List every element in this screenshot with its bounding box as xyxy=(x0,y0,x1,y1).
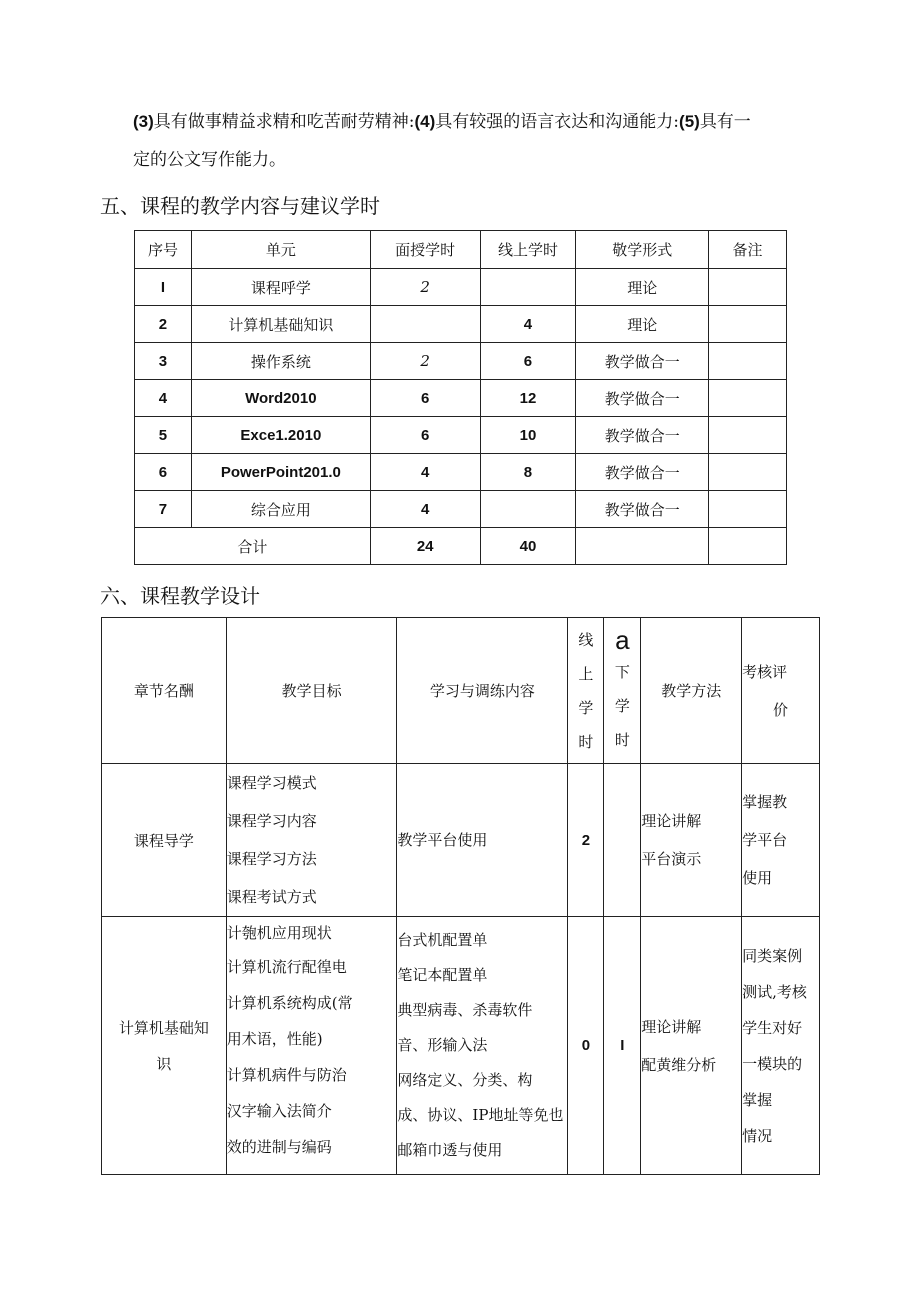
cell-contents: 教学平台使用 xyxy=(397,764,568,917)
cell-unit: 课程呼学 xyxy=(191,269,370,306)
intro-paragraph xyxy=(133,103,833,179)
col-header-index: 序号 xyxy=(135,231,192,269)
col-header-online-hours: 线上学时 xyxy=(480,231,576,269)
cell-assessment: 同类案例 测试,考核 学生对好 一模块的 掌握 情况 xyxy=(742,917,820,1175)
table-row xyxy=(135,306,787,343)
cell-format: 教学做合一 xyxy=(576,343,709,380)
cell-notes xyxy=(709,306,787,343)
cell-online: 12 xyxy=(480,380,576,417)
cell-online: 4 xyxy=(480,306,576,343)
table-row xyxy=(102,764,820,917)
cell-unit: Exce1.2010 xyxy=(191,417,370,454)
cell-online: 10 xyxy=(480,417,576,454)
col-header-online-hours: 线 上 学 时 xyxy=(568,618,604,764)
cell-offline-hours xyxy=(604,764,641,917)
col-header-unit: 单元 xyxy=(191,231,370,269)
cell-format: 教学做合一 xyxy=(576,417,709,454)
cell-inperson: 2 xyxy=(370,343,480,380)
cell-inperson xyxy=(370,306,480,343)
cell-total-label: 合计 xyxy=(135,528,371,565)
cell-unit: 计算机基础知识 xyxy=(191,306,370,343)
cell-inperson: 6 xyxy=(370,380,480,417)
cell-inperson: 6 xyxy=(370,417,480,454)
cell-total-format xyxy=(576,528,709,565)
col-header-notes: 备注 xyxy=(709,231,787,269)
table-total-row xyxy=(135,528,787,565)
table-row xyxy=(102,917,820,1175)
table-row xyxy=(135,454,787,491)
cell-notes xyxy=(709,269,787,306)
cell-index: 4 xyxy=(135,380,192,417)
cell-assessment: 掌握教 学平台 使用 xyxy=(742,764,820,917)
cell-methods: 理论讲解 配黄维分析 xyxy=(641,917,742,1175)
table-row xyxy=(135,343,787,380)
cell-notes xyxy=(709,417,787,454)
teaching-design-table xyxy=(101,617,820,1175)
col-header-format: 敬学形式 xyxy=(576,231,709,269)
cell-format: 理论 xyxy=(576,269,709,306)
cell-format: 教学做合一 xyxy=(576,380,709,417)
cell-index: 6 xyxy=(135,454,192,491)
cell-online-hours: 2 xyxy=(568,764,604,917)
col-header-assessment: 考核评 价 xyxy=(742,618,820,764)
cell-unit: Word2010 xyxy=(191,380,370,417)
col-header-method: 教学方法 xyxy=(641,618,742,764)
cell-online-hours: 0 xyxy=(568,917,604,1175)
cell-online: 8 xyxy=(480,454,576,491)
content-hours-table xyxy=(134,230,787,565)
cell-goals: 课程学习模式 课程学习内容 课程学习方法 课程考试方式 xyxy=(226,764,397,917)
cell-notes xyxy=(709,454,787,491)
cell-methods: 理论讲解 平台演示 xyxy=(641,764,742,917)
cell-offline-hours: I xyxy=(604,917,641,1175)
table-row xyxy=(135,380,787,417)
cell-total-notes xyxy=(709,528,787,565)
cell-online xyxy=(480,491,576,528)
cell-total-inperson: 24 xyxy=(370,528,480,565)
table-header-row xyxy=(102,618,820,764)
cell-index: 2 xyxy=(135,306,192,343)
intro-line-1: (3)具有做事精益求精和吃苦耐劳精神:(4)具有较强的语言衣达和沟通能力:(5)具有一 xyxy=(133,112,751,132)
cell-chapter: 课程导学 xyxy=(102,764,227,917)
col-header-inperson-hours: 面授学时 xyxy=(370,231,480,269)
table-header-row xyxy=(135,231,787,269)
cell-inperson: 4 xyxy=(370,491,480,528)
cell-notes xyxy=(709,380,787,417)
cell-unit: 操作系统 xyxy=(191,343,370,380)
table-row xyxy=(135,491,787,528)
cell-online: 6 xyxy=(480,343,576,380)
cell-format: 理论 xyxy=(576,306,709,343)
cell-format: 教学做合一 xyxy=(576,491,709,528)
col-header-chapter: 章节名酬 xyxy=(102,618,227,764)
cell-inperson: 4 xyxy=(370,454,480,491)
table-row xyxy=(135,269,787,306)
cell-goals: 计匏机应用现状 计算机流行配徨电 计算机系统构成(常 用术语，性能) 计算机病件与防治 汉字输入法简介 效的进制与编码 xyxy=(226,917,397,1175)
cell-unit: 综合应用 xyxy=(191,491,370,528)
cell-notes xyxy=(709,343,787,380)
intro-line-2: 定的公文写作能力。 xyxy=(133,150,286,170)
cell-index: 3 xyxy=(135,343,192,380)
cell-chapter: 计算机基础知 识 xyxy=(102,917,227,1175)
cell-notes xyxy=(709,491,787,528)
cell-online xyxy=(480,269,576,306)
table-row xyxy=(135,417,787,454)
cell-inperson: 2 xyxy=(370,269,480,306)
cell-contents: 台式机配置单 笔记本配置单 典型病毒、杀毒软件 音、形输入法 网络定义、分类、构 成、协议、IP地址等免也 邮箱巾透与使用 xyxy=(397,917,568,1175)
col-header-offline-hours: a 下 学 时 xyxy=(604,618,641,764)
section-5-title: 五、课程的教学内容与建议学时 xyxy=(100,194,380,218)
col-header-goal: 教学目标 xyxy=(226,618,397,764)
cell-total-online: 40 xyxy=(480,528,576,565)
cell-index: 5 xyxy=(135,417,192,454)
col-header-content: 学习与调练内容 xyxy=(397,618,568,764)
cell-format: 教学做合一 xyxy=(576,454,709,491)
cell-unit: PowerPoint201.0 xyxy=(191,454,370,491)
cell-index: I xyxy=(135,269,192,306)
cell-index: 7 xyxy=(135,491,192,528)
section-6-title: 六、课程教学设计 xyxy=(100,584,260,608)
